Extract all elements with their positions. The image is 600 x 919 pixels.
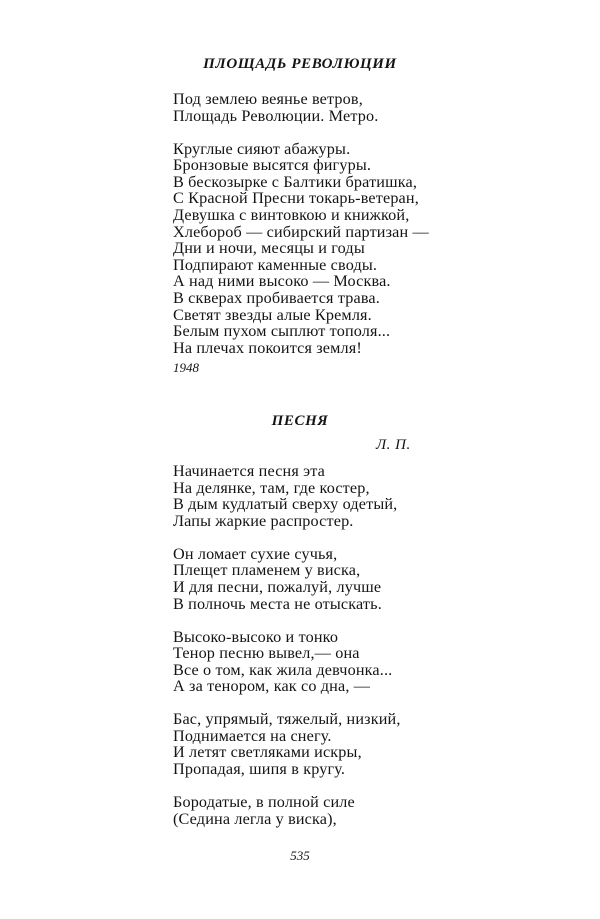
- verse-line: В скверах пробивается трава.: [173, 288, 380, 307]
- verse-line: В дым кудлатый сверху одетый,: [173, 495, 398, 514]
- verse-line: Начинается песня эта: [173, 462, 326, 480]
- verse-line: Дни и ночи, месяцы и годы: [173, 239, 365, 258]
- verse-line: На плечах покоится земля!: [173, 338, 362, 357]
- poem-body: [173, 91, 573, 356]
- verse-line: И для песни, пожалуй, лучше: [173, 577, 382, 596]
- stanza: [173, 141, 573, 357]
- verse-line: (Седина легла у виска),: [173, 809, 337, 828]
- verse-line: Белым пухом сыплют тополя...: [173, 322, 391, 341]
- stanza: [173, 629, 573, 695]
- verse-line: Лапы жаркие распростер.: [173, 511, 354, 530]
- verse-line: Площадь Революции. Метро.: [173, 106, 379, 125]
- stanza: [173, 91, 573, 124]
- poem-body: [173, 463, 573, 827]
- verse-line: Бас, упрямый, тяжелый, низкий,: [173, 710, 401, 729]
- poem-title: ПЛОЩАДЬ РЕВОЛЮЦИИ: [203, 56, 397, 72]
- verse-line: А над ними высоко — Москва.: [173, 272, 391, 291]
- verse-line: Девушка с винтовкою и книжкой,: [173, 205, 410, 224]
- page-number: 535: [290, 848, 310, 863]
- dedication: Л. П.: [376, 437, 411, 453]
- verse-line: Хлебороб — сибирский партизан —: [173, 222, 429, 241]
- verse-line: Светят звезды алые Кремля.: [173, 305, 372, 324]
- verse-line: Высоко-высоко и тонко: [173, 627, 339, 646]
- verse-line: Плещет пламенем у виска,: [173, 561, 361, 580]
- verse-line: Круглые сияют абажуры.: [173, 139, 351, 158]
- verse-line: И летят светляками искры,: [173, 743, 362, 762]
- verse-line: А за тенором, как со дна, —: [173, 677, 371, 696]
- poem-date: 1948: [173, 360, 199, 375]
- verse-line: Бородатые, в полной силе: [173, 793, 355, 812]
- verse-line: Он ломает сухие сучья,: [173, 544, 338, 563]
- verse-line: С Красной Пресни токарь-ветеран,: [173, 189, 419, 208]
- verse-line: Тенор песню вывел,— она: [173, 644, 360, 663]
- verse-line: Подпирают каменные своды.: [173, 255, 378, 274]
- verse-line: Поднимается на снегу.: [173, 726, 332, 745]
- verse-line: На делянке, там, где костер,: [173, 478, 370, 497]
- stanza: [173, 794, 573, 827]
- verse-line: Пропадая, шипя в кругу.: [173, 760, 346, 779]
- verse-line: Все о том, как жила девчонка...: [173, 660, 393, 679]
- stanza: [173, 463, 573, 529]
- verse-line: В полночь места не отыскать.: [173, 594, 382, 613]
- stanza: [173, 546, 573, 612]
- poem-title: ПЕСНЯ: [271, 413, 329, 429]
- verse-line: Бронзовые высятся фигуры.: [173, 156, 372, 175]
- verse-line: Под землею веянье ветров,: [173, 90, 363, 108]
- stanza: [173, 711, 573, 777]
- verse-line: В бескозырке с Балтики братишка,: [173, 172, 418, 191]
